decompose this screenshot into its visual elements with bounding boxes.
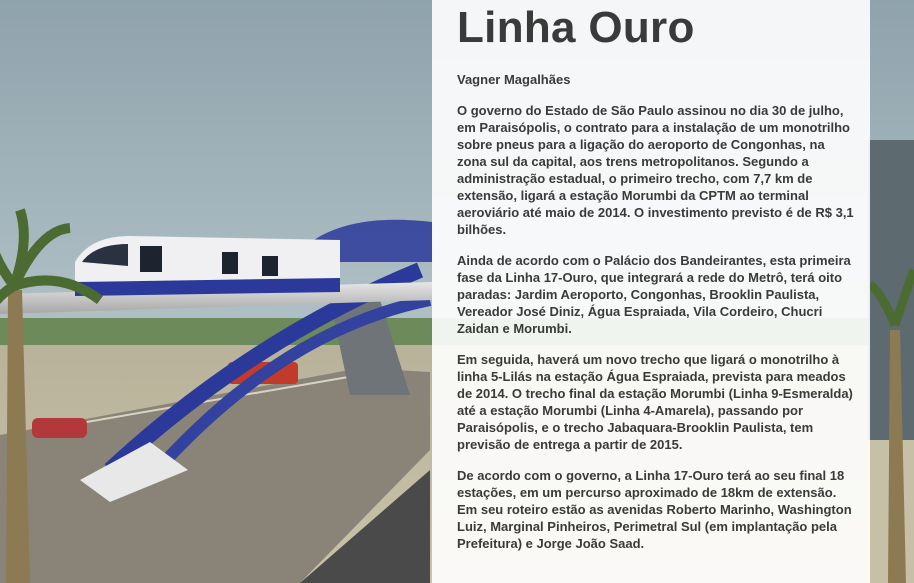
article-paragraph: O governo do Estado de São Paulo assinou no dia 30 de julho, em Paraisópolis, o contrato para a instalação de um monotrilho sobre pneus para a ligação do aeroporto de Congonhas, na zona sul da capital, aos trens metropolitanos. Segundo a administração estadual, o primeiro trecho, com 7,7 km de extensão, ligará a estação Morumbi da CPTM ao terminal aeroviário até maio de 2014. O investimento previsto é de R$ 3,1 bilhões. (457, 103, 854, 237)
train-window (140, 246, 162, 272)
article-paragraph: Ainda de acordo com o Palácio dos Bandeirantes, esta primeira fase da Linha 17-Ouro, que integrará a rede do Metrô, terá oito paradas: Jardim Aeroporto, Congonhas, Brooklin Paulista, Vereador José Diniz, Água Espraiada, Vila Cordeiro, Chucri Zaidan e Morumbi. (457, 253, 851, 336)
article-panel (432, 0, 870, 583)
train-window (262, 256, 278, 276)
article-title: Linha Ouro (457, 3, 695, 52)
article-paragraph: Em seguida, haverá um novo trecho que ligará o monotrilho à linha 5-Lilás na estação Água Espraiada, prevista para meados de 2014. O trecho final da estação Morumbi (Linha 9-Esmeralda) até a estação Morumbi (Linha 4-Amarela), passando por Paraisópolis, e o trecho Jabaquara-Brooklin Paulista, tem previsão de entrega a partir de 2015. (457, 352, 853, 452)
train-window (222, 252, 238, 274)
article-paragraph: De acordo com o governo, a Linha 17-Ouro terá ao seu final 18 estações, em um percurso aproximado de 18km de extensão. Em seu roteiro estão as avenidas Roberto Marinho, Washington Luiz, Marginal Pinheiros, Perimetral Sul (em implantação pela Prefeitura) e Jorge João Saad. (457, 468, 852, 551)
car (32, 418, 87, 438)
article-author: Vagner Magalhães (457, 72, 571, 87)
